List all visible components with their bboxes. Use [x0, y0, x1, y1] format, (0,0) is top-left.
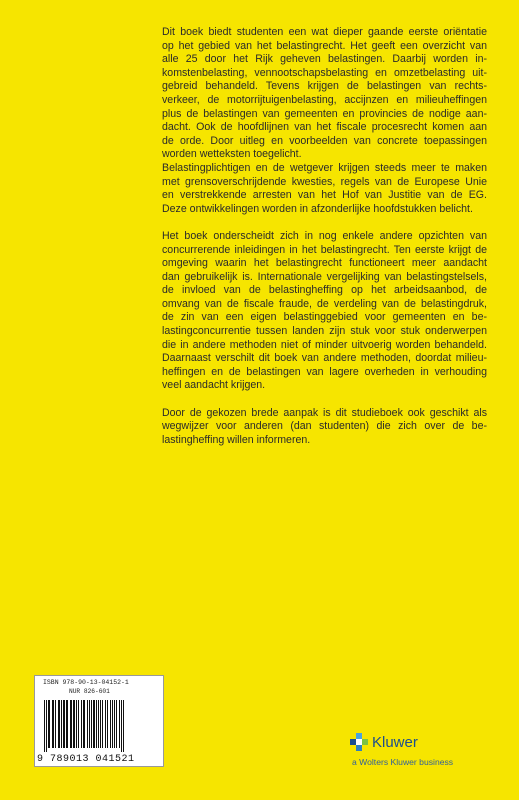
isbn-barcode: [34, 675, 164, 767]
text-line: lastingconcurrentie tussen landen zijn stuk voor stuk onderwerpen: [162, 325, 487, 338]
barcode-digits: 9 789013 041521: [37, 754, 135, 765]
publisher-tagline: a Wolters Kluwer business: [352, 757, 454, 767]
text-line: Het boek onderscheidt zich in nog enkele andere opzichten van: [162, 229, 487, 242]
blurb-paragraph-4: [162, 407, 487, 448]
text-line: lastingheffing willen informeren.: [162, 433, 311, 446]
text-line: en verstrekkende arresten van het Hof van Justitie van de EG.: [162, 189, 487, 202]
publisher-logo: [350, 733, 500, 773]
text-line: komstenbelasting, vennootschapsbelasting en omzetbelasting uit-: [162, 66, 487, 79]
text-line: alle 25 door het Rijk geheven belastingen. Daarbij worden in-: [162, 53, 487, 66]
text-line: Dit boek biedt studenten een wat dieper gaande eerste oriëntatie: [162, 26, 487, 38]
blurb-paragraph-3: [162, 230, 487, 393]
isbn-label: ISBN 978-90-13-04152-1: [43, 679, 129, 686]
text-line: gebreid behandeld. Tevens krijgen de belastingen van rechts-: [162, 80, 487, 93]
text-line: Daarnaast verschilt dit boek van andere methoden, doordat milieu-: [162, 352, 487, 365]
text-line: Deze ontwikkelingen worden in afzonderlijke hoofdstukken belicht.: [162, 202, 473, 215]
publisher-name: Kluwer: [372, 734, 418, 751]
text-line: met grensoverschrijdende kwesties, regels van de Europese Unie: [162, 175, 487, 188]
blurb-paragraph-2: [162, 162, 487, 216]
text-line: plus de belastingen van gemeenten en provincies de nodige aan-: [162, 107, 487, 120]
text-line: worden wetteksten toegelicht.: [162, 148, 302, 161]
text-line: Belastingplichtigen en de wetgever krijgen steeds meer te maken: [162, 161, 487, 174]
blurb-text: [162, 26, 487, 461]
text-line: de invloed van de belastingheffing op het arbeidsaanbod, de: [162, 284, 487, 297]
text-line: wegwijzer voor anderen (dan studenten) die zich over de be-: [162, 420, 487, 433]
text-line: Door de gekozen brede aanpak is dit studieboek ook geschikt als: [162, 406, 487, 419]
text-line: die in andere methoden niet of minder uitvoerig worden behandeld.: [162, 338, 487, 351]
nur-label: NUR 826-601: [69, 688, 110, 695]
text-line: de orde. Door uitleg en voorbeelden van concrete toepassingen: [162, 134, 487, 147]
text-line: dan gebruikelijk is. Internationale vergelijking van belastingstelsels,: [162, 270, 487, 283]
text-line: dacht. Ook de hoofdlijnen van het fiscale procesrecht komen aan: [162, 121, 487, 134]
text-line: de zin van een eigen belastinggebied voor gemeenten en be-: [162, 311, 487, 324]
text-line: omgeving waarin het belastingrecht functioneert meer aandacht: [162, 257, 487, 270]
text-line: omvang van de fiscale fraude, de verdeling van de belastingdruk,: [162, 297, 487, 310]
text-line: concurrerende inleidingen in het belastingrecht. Ten eerste krijgt de: [162, 243, 487, 256]
text-line: heffingen en de belastingen van lagere overheden in verhouding: [162, 365, 487, 378]
text-line: verkeer, de motorrijtuigenbelasting, accijnzen en milieuheffingen: [162, 93, 487, 106]
barcode-bars-icon: [43, 700, 157, 752]
blurb-paragraph-1: [162, 26, 487, 162]
text-line: op het gebied van het belastingrecht. Het geeft een overzicht van: [162, 39, 487, 52]
wolters-kluwer-logo-icon: [350, 733, 368, 751]
text-line: veel aandacht krijgen.: [162, 379, 266, 392]
